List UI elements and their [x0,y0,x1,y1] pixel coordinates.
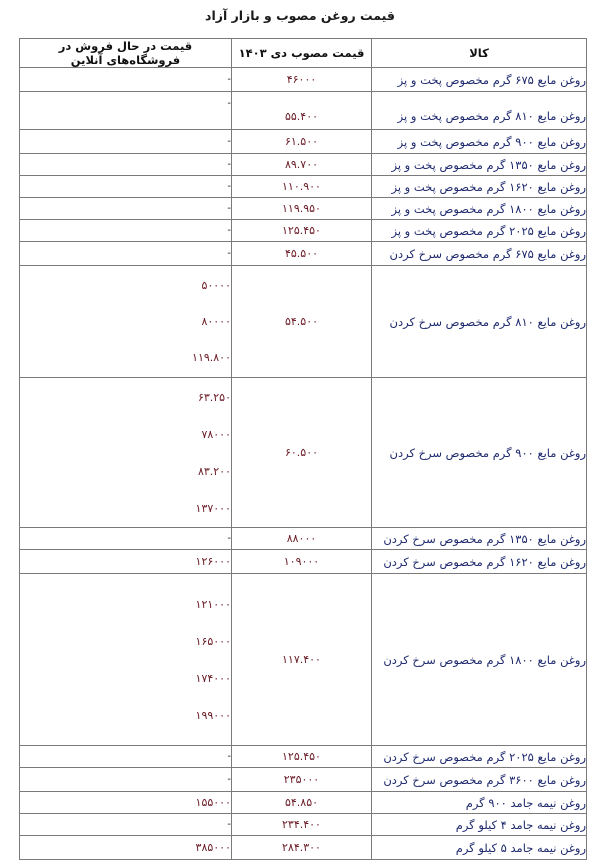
approved-price: ۱۱۹.۹۵۰ [232,198,372,220]
table-row [20,198,587,220]
product-name: روغن مایع ۱۳۵۰ گرم مخصوص پخت و پز [372,154,587,176]
product-name: روغن نیمه جامد ۵ کیلو گرم [372,836,587,860]
product-name: روغن مایع ۹۰۰ گرم مخصوص سرخ کردن [372,378,587,528]
online-price: ۱۹۹۰۰۰ [195,708,231,722]
table-row [20,220,587,242]
online-price-cell [20,550,232,574]
online-price-cell [20,68,232,92]
online-price-cell [20,176,232,198]
product-name: روغن مایع ۶۷۵ گرم مخصوص سرخ کردن [372,242,587,266]
online-price-cell [20,220,232,242]
online-price-dash: - [227,819,231,830]
table-row [20,92,587,130]
online-price-cell [20,130,232,154]
approved-price: ۴۶۰۰۰ [232,68,372,92]
table-row [20,266,587,378]
approved-price: ۱۱۰.۹۰۰ [232,176,372,198]
online-price-dash: - [227,203,231,214]
product-name: روغن مایع ۲۰۲۵ گرم مخصوص پخت و پز [372,220,587,242]
product-name: روغن نیمه جامد ۴ کیلو گرم [372,814,587,836]
table-body [20,68,587,860]
approved-price: ۱۰۹۰۰۰ [232,550,372,574]
online-price-cell [20,836,232,860]
approved-price: ۱۲۵.۴۵۰ [232,746,372,768]
table-row [20,814,587,836]
table-row [20,550,587,574]
approved-price: ۸۸۰۰۰ [232,528,372,550]
product-name: روغن مایع ۶۷۵ گرم مخصوص پخت و پز [372,68,587,92]
approved-price: ۴۵.۵۰۰ [232,242,372,266]
online-price: ۱۲۶۰۰۰ [195,555,231,568]
online-price-cell [20,266,232,378]
online-price-dash: - [227,751,231,762]
approved-price: ۲۸۴.۳۰۰ [232,836,372,860]
online-price-cell [20,92,232,130]
approved-price: ۲۳۴.۴۰۰ [232,814,372,836]
table-row [20,574,587,746]
price-table [19,38,587,860]
online-price-cell [20,198,232,220]
table-row [20,378,587,528]
header-product: کالا [372,39,587,68]
table-row [20,528,587,550]
table-row [20,68,587,92]
table-row [20,836,587,860]
online-price-dash: - [227,159,231,170]
approved-price: ۸۹.۷۰۰ [232,154,372,176]
online-price-cell [20,528,232,550]
table-row [20,176,587,198]
table-row [20,242,587,266]
online-price-cell [20,242,232,266]
product-name: روغن مایع ۱۶۲۰ گرم مخصوص سرخ کردن [372,550,587,574]
online-price: ۳۸۵۰۰۰ [195,841,231,854]
online-price: ۶۳.۲۵۰ [197,390,231,404]
online-price: ۷۸۰۰۰ [201,427,231,441]
online-price: ۱۲۱۰۰۰ [195,597,231,611]
page-title: قیمت روغن مصوب و بازار آزاد [205,8,395,23]
approved-price: ۲۳۵۰۰۰ [232,768,372,792]
product-name: روغن مایع ۱۸۰۰ گرم مخصوص سرخ کردن [372,574,587,746]
online-price-cell [20,154,232,176]
product-name: روغن مایع ۱۶۲۰ گرم مخصوص پخت و پز [372,176,587,198]
approved-price: ۱۲۵.۴۵۰ [232,220,372,242]
approved-price: ۱۱۷.۴۰۰ [232,574,372,746]
table-row [20,768,587,792]
approved-price: ۵۵.۴۰۰ [232,92,372,130]
approved-price: ۵۴.۵۰۰ [232,266,372,378]
product-name: روغن مایع ۳۶۰۰ گرم مخصوص سرخ کردن [372,768,587,792]
product-name: روغن مایع ۸۱۰ گرم مخصوص سرخ کردن [372,266,587,378]
table-header-row [20,39,587,68]
online-price: ۱۵۵۰۰۰ [195,796,231,809]
online-price-cell [20,574,232,746]
product-name: روغن مایع ۹۰۰ گرم مخصوص پخت و پز [372,130,587,154]
product-name: روغن مایع ۱۳۵۰ گرم مخصوص سرخ کردن [372,528,587,550]
approved-price: ۵۴.۸۵۰ [232,792,372,814]
online-price-cell [20,814,232,836]
header-approved-price: قیمت مصوب دی ۱۴۰۳ [232,39,372,68]
online-price: ۵۰۰۰۰ [201,279,231,292]
online-price-dash: - [227,225,231,236]
approved-price: ۶۰.۵۰۰ [232,378,372,528]
table-row [20,792,587,814]
online-price-dash: - [227,533,231,544]
online-price-dash: - [227,136,231,147]
header-online-price: قیمت در حال فروش در فروشگاه‌های آنلاین [20,39,232,68]
table-row [20,746,587,768]
online-price-cell [20,768,232,792]
online-price-dash: - [227,774,231,785]
online-price-dash: - [227,74,231,85]
online-price-dash: - [227,248,231,259]
product-name: روغن مایع ۱۸۰۰ گرم مخصوص پخت و پز [372,198,587,220]
online-price-cell [20,746,232,768]
table-row [20,130,587,154]
product-name: روغن مایع ۸۱۰ گرم مخصوص پخت و پز [372,92,587,130]
online-price-dash: - [227,98,231,109]
product-name: روغن مایع ۲۰۲۵ گرم مخصوص سرخ کردن [372,746,587,768]
online-price-cell [20,792,232,814]
online-price: ۸۳.۲۰۰ [197,464,231,478]
approved-price: ۶۱.۵۰۰ [232,130,372,154]
online-price: ۱۷۴۰۰۰ [195,671,231,685]
online-price: ۱۳۷۰۰۰ [195,501,231,515]
online-price: ۸۰۰۰۰ [201,315,231,328]
online-price: ۱۱۹.۸۰۰ [192,351,231,364]
online-price-cell [20,378,232,528]
online-price-dash: - [227,181,231,192]
online-price: ۱۶۵۰۰۰ [195,634,231,648]
product-name: روغن نیمه جامد ۹۰۰ گرم [372,792,587,814]
table-row [20,154,587,176]
